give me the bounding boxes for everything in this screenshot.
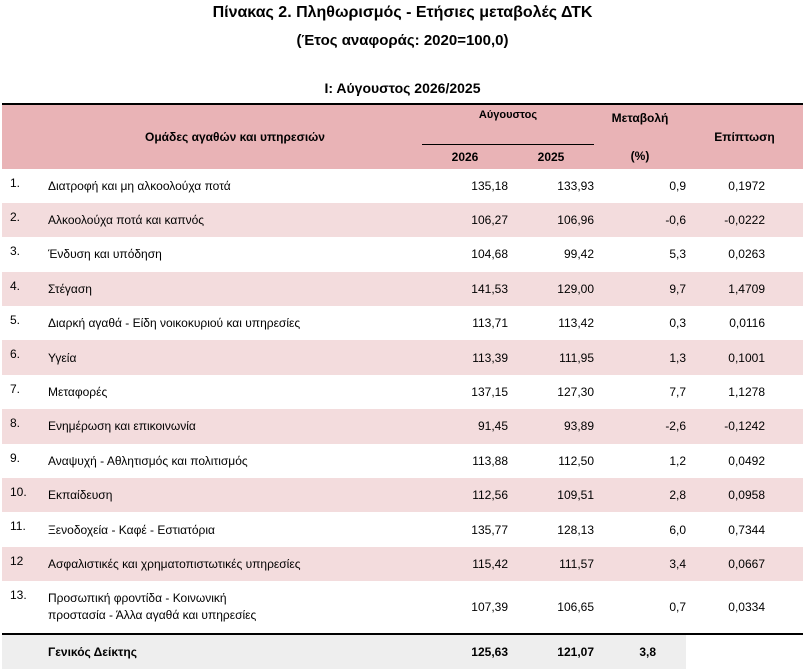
row-name-line1: Προσωπική φροντίδα - Κοινωνική (48, 590, 422, 607)
header-month: Αύγουστος (422, 104, 594, 144)
table-row: 6. Υγεία 113,39 111,95 1,3 0,1001 (2, 340, 803, 374)
total-row (2, 634, 803, 669)
table-row: 4. Στέγαση 141,53 129,00 9,7 1,4709 (2, 272, 803, 306)
table-row: 12 Ασφαλιστικές και χρηματοπιστωτικές υπηρεσίες 115,42 111,57 3,4 0,0667 (2, 547, 803, 581)
header-change: Μεταβολή (594, 104, 686, 144)
table-row: 5. Διαρκή αγαθά - Είδη νοικοκυριού και υπηρεσίες 113,71 113,42 0,3 0,0116 (2, 306, 803, 340)
table-row: 11. Ξενοδοχεία - Καφέ - Εστιατόρια 135,77 128,13 6,0 0,7344 (2, 512, 803, 546)
header-year-2025: 2025 (508, 144, 594, 169)
table-row: 7. Μεταφορές 137,15 127,30 7,7 1,1278 (2, 375, 803, 409)
total-label: Γενικός Δείκτης (48, 634, 422, 669)
header-year-2026: 2026 (422, 144, 508, 169)
table-title: Πίνακας 2. Πληθωρισμός - Ετήσιες μεταβολές ΔΤΚ (0, 4, 805, 22)
total-2025: 121,07 (508, 634, 594, 669)
total-2026: 125,63 (422, 634, 508, 669)
header-impact: Επίπτωση (686, 104, 803, 169)
table-row: 8. Ενημέρωση και επικοινωνία 91,45 93,89 -2,6 -0,1242 (2, 409, 803, 443)
header-change-unit: (%) (594, 144, 686, 169)
table-row: 9. Αναψυχή - Αθλητισμός και πολιτισμός 113,88 112,50 1,2 0,0492 (2, 444, 803, 478)
table-row: 10. Εκπαίδευση 112,56 109,51 2,8 0,0958 (2, 478, 803, 512)
header-group: Ομάδες αγαθών και υπηρεσιών (48, 104, 422, 169)
table-subtitle: (Έτος αναφοράς: 2020=100,0) (0, 32, 805, 49)
table-row: 1. Διατροφή και μη αλκοολούχα ποτά 135,18 133,93 0,9 0,1972 (2, 169, 803, 203)
table-body (2, 169, 803, 669)
cpi-table (2, 103, 803, 669)
row-name-line2: προστασία - Άλλα αγαθά και υπηρεσίες (48, 607, 422, 624)
section-heading: Ι: Αύγουστος 2026/2025 (0, 80, 805, 96)
table-row: 2. Αλκοολούχα ποτά και καπνός 106,27 106,96 -0,6 -0,0222 (2, 203, 803, 237)
table-row: 13. Προσωπική φροντίδα - Κοινωνική προστασία - Άλλα αγαθά και υπηρεσίες 107,39 106,65 0,7 0,0334 (2, 581, 803, 634)
table-row: 3. Ένδυση και υπόδηση 104,68 99,42 5,3 0,0263 (2, 237, 803, 271)
total-change: 3,8 (594, 634, 686, 669)
